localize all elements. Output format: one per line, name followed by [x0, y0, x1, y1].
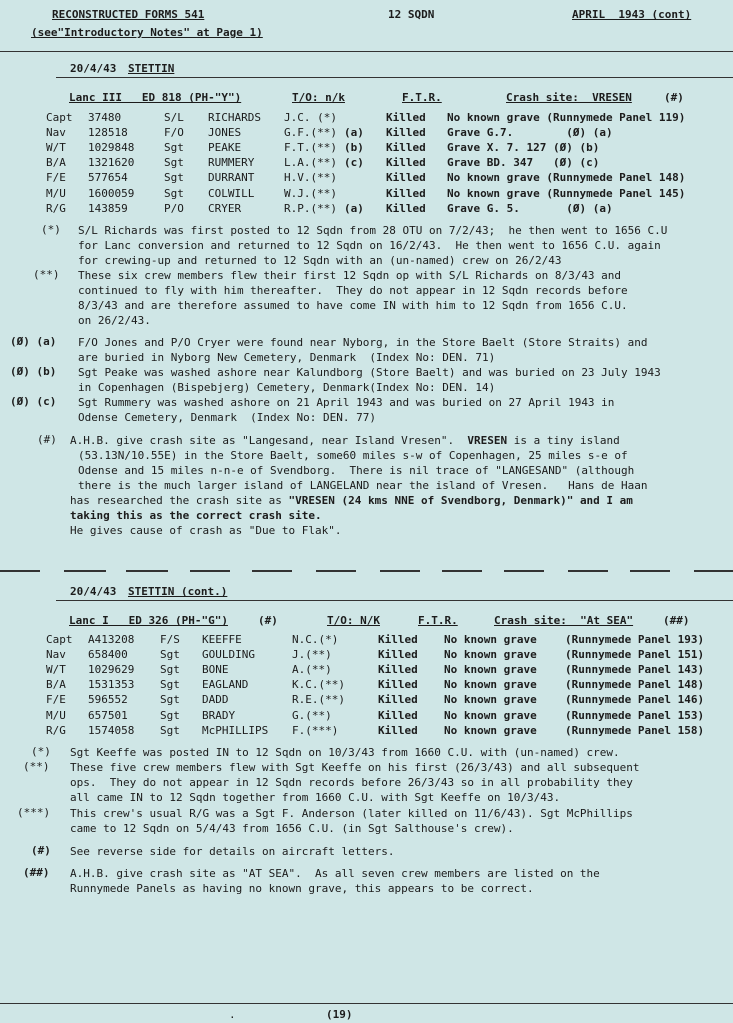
note-text: F/O Jones and P/O Cryer were found near Nyborg, in the Store Baelt (Store Straits) and are buried in Nyborg New Cemetery, Denmark (Index No: DEN. 71): [78, 336, 648, 364]
crew-fate: Killed: [378, 648, 418, 662]
crew-panel: (Runnymede Panel 143): [565, 663, 705, 677]
note-text: Sgt Peake was washed ashore near Kalundborg (Store Baelt) and was buried on 23 July 1943 in Copenhagen (Bispebjerg) Cemetery, Denmark(Index No: DEN. 14): [78, 366, 661, 394]
crew-grave: No known grave (Runnymede Panel 145): [447, 186, 686, 200]
crew-panel: (Runnymede Panel 146): [565, 693, 705, 707]
crew-init: J.(**): [292, 648, 332, 662]
s1-crash-site: Crash site: VRESEN: [506, 91, 632, 104]
hash-line-5: [70, 493, 633, 508]
note-text: These six crew members flew their first 12 Sqdn op with S/L Richards on 8/3/43 and continued to fly with him thereafter. They do not appear in 12 Sqdn records before 8/3/43 and are therefore assumed to have come IN with him to 12 Sqdn from 1656 C.U. on 26/2/43.: [78, 269, 628, 327]
crew-num: A413208: [88, 633, 135, 646]
crew-grave: No known grave: [444, 693, 537, 707]
note-text: This crew's usual R/G was a Sgt F. Anderson (later killed on 11/6/43). Sgt McPhillips came to 12 Sqdn on 5/4/43 from 1656 C.U. (in Sgt Salthouse's crew).: [70, 807, 633, 835]
note-text: These five crew members flew with Sgt Keeffe on his first (26/3/43) and all subsequent ops. They do not appear in 12 Sqdn records before 26/3/43 so in all probability they all came IN to 12 Sqdn together from 1660 C.U. with Sgt Keeffe on 10/3/43.: [70, 761, 640, 804]
doc-title: RECONSTRUCTED FORMS 541: [52, 8, 205, 21]
crew-num: 37480: [88, 111, 122, 124]
s2-aircraft: Lanc I ED 326 (PH-"G"): [69, 614, 228, 627]
crew-name: EAGLAND: [202, 678, 249, 692]
crew-num: 1029629: [88, 663, 135, 677]
crew-num: 1029848: [88, 141, 135, 155]
crew-rank: Sgt: [164, 171, 184, 185]
crew-rank: Sgt: [160, 708, 180, 722]
hash-text-1b: VRESEN: [467, 434, 508, 447]
note-mark: (Ø) (a): [10, 335, 57, 348]
crew-fate: Killed: [378, 633, 418, 646]
crew-fate: Killed: [378, 663, 418, 677]
crew-name: COLWILL: [208, 186, 255, 200]
hash-text-5a: has researched the crash site as: [70, 494, 289, 507]
hash-text-5b: "VRESEN (24 kms NNE of Svendborg, Denmark)" and I am: [288, 494, 633, 507]
crew-fate: Killed: [386, 141, 426, 155]
crew-num: 1531353: [88, 678, 135, 692]
page-number: (19): [326, 1008, 353, 1021]
s2-target: STETTIN (cont.): [128, 585, 228, 598]
hash-line-2: (53.13N/10.55E) in the Store Baelt, some60 miles s-w of Copenhagen, 25 miles s-e of: [78, 449, 628, 462]
crew-fn: (b): [344, 141, 364, 155]
crew-rank: P/O: [164, 201, 184, 215]
crew-init: G.F.(**): [284, 126, 337, 140]
crew-fate: Killed: [386, 186, 426, 200]
crew-role: M/U: [46, 186, 66, 200]
crew-init: L.A.(**): [284, 156, 337, 170]
crew-num: 128518: [88, 126, 128, 140]
s1-aircraft: Lanc III ED 818 (PH-"Y"): [69, 91, 242, 104]
crew-grave: No known grave (Runnymede Panel 119): [447, 111, 686, 124]
crew-name: KEEFFE: [202, 633, 242, 646]
crew-name: GOULDING: [202, 648, 255, 662]
note-text: A.H.B. give crash site as "AT SEA". As all seven crew members are listed on the Runnymede Panels as having no known grave, this appears to be correct.: [70, 867, 600, 895]
crew-rank: Sgt: [160, 663, 180, 677]
hash-line-6: taking this as the correct crash site.: [70, 509, 322, 522]
crew-grave: Grave X. 7. 127 (Ø) (b): [447, 141, 600, 155]
crew-init: R.E.(**): [292, 693, 345, 707]
crew-fn: (a): [344, 126, 364, 140]
crew-rank: Sgt: [160, 678, 180, 692]
crew-name: BONE: [202, 663, 229, 677]
crew-num: 1321620: [88, 156, 135, 170]
crew-num: 577654: [88, 171, 128, 185]
crew-fate: Killed: [386, 171, 426, 185]
crew-name: McPHILLIPS: [202, 723, 269, 737]
note-mark: (***): [17, 806, 51, 819]
s2-aircraft-mark: (#): [258, 614, 278, 627]
crew-rank: F/S: [160, 633, 180, 646]
s2-date: 20/4/43: [70, 585, 117, 598]
crew-rank: Sgt: [164, 156, 184, 170]
crew-grave: Grave G.7. (Ø) (a): [447, 126, 613, 140]
note-mark: (*): [41, 223, 61, 236]
crew-rank: Sgt: [164, 186, 184, 200]
crew-role: Nav: [46, 126, 66, 140]
crew-init: W.J.(**): [284, 186, 337, 200]
crew-name: DADD: [202, 693, 229, 707]
crew-role: R/G: [46, 723, 66, 737]
note-mark: (**): [33, 268, 60, 281]
hash-text-1a: A.H.B. give crash site as "Langesand, near Island Vresen".: [70, 434, 468, 447]
crew-name: PEAKE: [208, 141, 242, 155]
s1-crash-mark: (#): [664, 91, 684, 104]
s1-takeoff: T/O: n/k: [292, 91, 345, 104]
crew-num: 657501: [88, 708, 128, 722]
s2-ftr: F.T.R.: [418, 614, 458, 627]
crew-fate: Killed: [386, 111, 426, 124]
crew-rank: Sgt: [160, 648, 180, 662]
hash-text-1c: is a tiny island: [507, 434, 620, 447]
crew-role: F/E: [46, 171, 66, 185]
s1-date: 20/4/43: [70, 62, 117, 75]
crew-init: J.C. (*): [284, 111, 337, 124]
note-mark: (**): [23, 760, 50, 773]
crew-role: F/E: [46, 693, 66, 707]
crew-panel: (Runnymede Panel 158): [565, 723, 705, 737]
crew-init: K.C.(**): [292, 678, 345, 692]
crew-fate: Killed: [386, 156, 426, 170]
crew-name: RICHARDS: [208, 111, 261, 124]
crew-rank: Sgt: [160, 723, 180, 737]
s1-target: STETTIN: [128, 62, 175, 75]
intro-notes-ref: (see"Introductory Notes" at Page 1): [31, 26, 263, 39]
note-mark: (*): [31, 745, 51, 758]
note-text: Sgt Rummery was washed ashore on 21 April 1943 and was buried on 27 April 1943 in Odense Cemetery, Denmark (Index No: DEN. 77): [78, 396, 615, 424]
crew-fate: Killed: [386, 126, 426, 140]
crew-name: RUMMERY: [208, 156, 255, 170]
s1-hash-note: [70, 433, 620, 448]
crew-init: G.(**): [292, 708, 332, 722]
crew-role: W/T: [46, 141, 66, 155]
crew-fate: Killed: [378, 708, 418, 722]
note-text: See reverse side for details on aircraft letters.: [70, 845, 395, 858]
crew-role: B/A: [46, 156, 66, 170]
crew-init: H.V.(**): [284, 171, 337, 185]
squadron-label: 12 SQDN: [388, 8, 435, 21]
s2-crash-mark: (##): [663, 614, 690, 627]
footer-dot: .: [229, 1008, 236, 1021]
crew-role: W/T: [46, 663, 66, 677]
note-mark: (Ø) (b): [10, 365, 57, 378]
crew-rank: Sgt: [160, 693, 180, 707]
crew-fate: Killed: [378, 723, 418, 737]
crew-num: 143859: [88, 201, 128, 215]
crew-num: 596552: [88, 693, 128, 707]
hash-line-7: He gives cause of crash as "Due to Flak".: [70, 524, 342, 537]
footer-rule: [0, 1003, 733, 1004]
header-rule: [0, 51, 733, 52]
note-text: S/L Richards was first posted to 12 Sqdn from 28 OTU on 7/2/43; he then went to 1656 C.U for Lanc conversion and returned to 12 Sqdn on 16/2/43. He then went to 1656 C.U. again for crewing-up and returned to 12 Sqdn with an (un-named) crew on 26/2/43: [78, 224, 668, 267]
crew-grave: No known grave: [444, 708, 537, 722]
crew-role: B/A: [46, 678, 66, 692]
crew-init: N.C.(*): [292, 633, 339, 646]
crew-grave: Grave BD. 347 (Ø) (c): [447, 156, 600, 170]
crew-num: 1574058: [88, 723, 135, 737]
crew-rank: F/O: [164, 126, 184, 140]
crew-panel: (Runnymede Panel 193): [565, 633, 705, 646]
crew-role: Capt: [46, 111, 73, 124]
crew-panel: (Runnymede Panel 151): [565, 648, 705, 662]
crew-role: M/U: [46, 708, 66, 722]
s2-takeoff: T/O: N/K: [327, 614, 380, 627]
crew-init: R.P.(**): [284, 201, 337, 215]
s1-ftr: F.T.R.: [402, 91, 442, 104]
note-mark: (##): [23, 866, 50, 879]
crew-rank: S/L: [164, 111, 184, 124]
crew-role: Nav: [46, 648, 66, 662]
crew-grave: No known grave: [444, 648, 537, 662]
crew-name: JONES: [208, 126, 242, 140]
hash-line-3: Odense and 15 miles n-n-e of Svendborg. There is nil trace of "LANGESAND" (although: [78, 464, 635, 477]
crew-role: R/G: [46, 201, 66, 215]
crew-grave: No known grave: [444, 678, 537, 692]
note-mark: (Ø) (c): [10, 395, 57, 408]
period-label: APRIL 1943 (cont): [572, 8, 692, 21]
hash-line-4: there is the much larger island of LANGELAND near the island of Vresen. Hans de Haan: [78, 479, 648, 492]
s1-rule: [56, 77, 733, 78]
crew-init: A.(**): [292, 663, 332, 677]
crew-role: Capt: [46, 633, 73, 646]
crew-fate: Killed: [378, 693, 418, 707]
crew-panel: (Runnymede Panel 153): [565, 708, 705, 722]
crew-init: F.T.(**): [284, 141, 337, 155]
crew-name: BRADY: [202, 708, 236, 722]
note-text: Sgt Keeffe was posted IN to 12 Sqdn on 10/3/43 from 1660 C.U. with (un-named) crew.: [70, 746, 620, 759]
crew-grave: No known grave: [444, 633, 537, 646]
crew-grave: No known grave: [444, 663, 537, 677]
crew-fn: (c): [344, 156, 364, 170]
crew-rank: Sgt: [164, 141, 184, 155]
s2-crash-site: Crash site: "At SEA": [494, 614, 634, 627]
crew-panel: (Runnymede Panel 148): [565, 678, 705, 692]
crew-fn: (a): [344, 201, 364, 215]
crew-grave: Grave G. 5. (Ø) (a): [447, 201, 613, 215]
crew-fate: Killed: [378, 678, 418, 692]
crew-init: F.(***): [292, 723, 339, 737]
crew-fate: Killed: [386, 201, 426, 215]
crew-name: CRYER: [208, 201, 242, 215]
crew-num: 658400: [88, 648, 128, 662]
crew-grave: No known grave: [444, 723, 537, 737]
crew-name: DURRANT: [208, 171, 255, 185]
s1-hash-mark: (#): [37, 433, 57, 446]
s2-rule: [56, 600, 733, 601]
crew-num: 1600059: [88, 186, 135, 200]
note-mark: (#): [31, 844, 51, 857]
crew-grave: No known grave (Runnymede Panel 148): [447, 171, 686, 185]
